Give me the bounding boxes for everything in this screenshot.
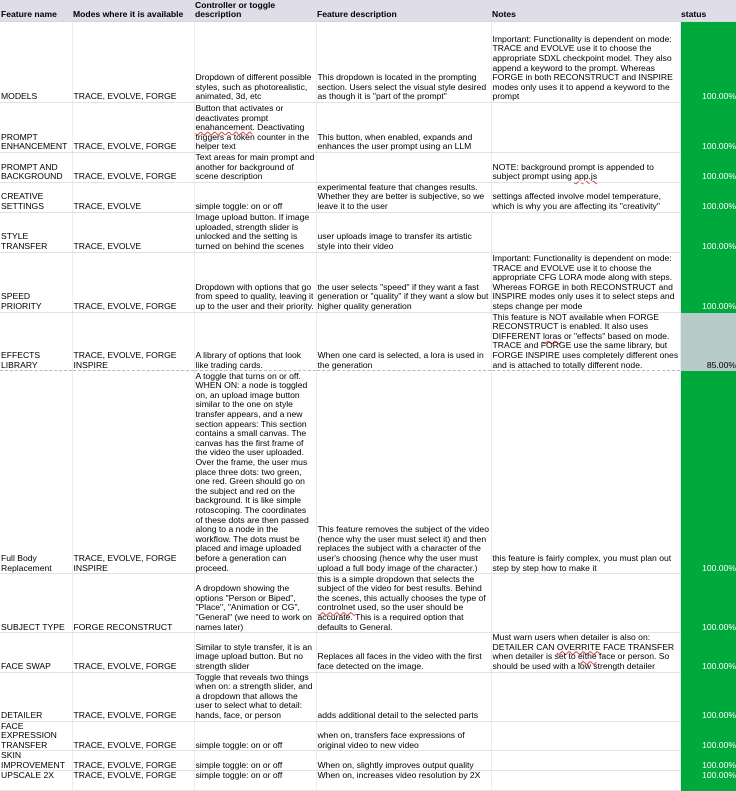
cell-feature[interactable]: FACE EXPRESSION TRANSFER bbox=[0, 721, 72, 751]
cell-modes[interactable]: TRACE, EVOLVE, FORGE INSPIRE bbox=[72, 312, 194, 371]
cell-controller[interactable]: simple toggle: on or off bbox=[194, 721, 316, 751]
cell-modes[interactable]: FORGE RECONSTRUCT bbox=[72, 574, 194, 633]
cell-controller[interactable]: Toggle that reveals two things when on: a strength slider, and a dropdown that allows the user to select what to detail: hands, face, or person bbox=[194, 672, 316, 721]
cell-description[interactable]: user uploads image to transfer its artistic style into their video bbox=[316, 212, 491, 252]
spellcheck-flag: loras bbox=[542, 330, 562, 341]
header-controller[interactable]: Controller or toggle description bbox=[194, 0, 316, 22]
spellcheck-flag: enahancement bbox=[195, 122, 253, 133]
status-cell[interactable]: 100.00% bbox=[680, 252, 736, 312]
cell-modes[interactable]: TRACE, EVOLVE bbox=[72, 212, 194, 252]
cell-notes[interactable]: This feature is NOT available when FORGE RECONSTRUCT is enabled. It also uses DIFFERENT loras or "effects" based on mode. TRACE and FORGE use the same library, but FORGE INSPIRE uses completely different ones and is attached to totally different node. bbox=[492, 311, 679, 370]
cell-notes[interactable] bbox=[491, 103, 680, 153]
cell-modes[interactable]: TRACE, EVOLVE, FORGE bbox=[72, 633, 194, 672]
cell-modes[interactable]: TRACE, EVOLVE, FORGE bbox=[72, 751, 194, 771]
spellcheck-flag: eithe bbox=[578, 651, 597, 662]
cell-controller[interactable]: Image upload button. If image uploaded, strength slider is unlocked and the setting is turned on behind the scenes bbox=[194, 212, 316, 252]
table-row-effects-library bbox=[0, 312, 736, 371]
cell-description[interactable]: This feature removes the subject of the video (hence why the user must select it) and then replaces the subject with a character of the user's choosing (hence why the user must upload a full body image of the character.) bbox=[316, 371, 491, 574]
status-cell[interactable]: 100.00% bbox=[680, 574, 736, 633]
cell-controller[interactable]: simple toggle: on or off bbox=[194, 751, 316, 771]
table-row-prompt-and-background bbox=[0, 153, 736, 183]
spellcheck-flag: app.js bbox=[574, 171, 598, 182]
cell-controller[interactable]: simple toggle: on or off bbox=[194, 182, 316, 212]
status-cell[interactable]: 100.00% bbox=[680, 672, 736, 721]
cell-feature[interactable]: UPSCALE 2X bbox=[0, 771, 72, 791]
spellcheck-flag: OVERRITE bbox=[556, 641, 601, 652]
cell-controller[interactable]: A dropdown showing the options "Person or Biped", "Place", "Animation or CG", "General" (we need to work on names later) bbox=[194, 574, 316, 633]
cell-controller[interactable]: A library of options that look like trading cards. bbox=[194, 312, 316, 371]
table-row-speed-priority bbox=[0, 252, 736, 312]
cell-feature[interactable]: EFFECTS LIBRARY bbox=[0, 312, 72, 371]
status-cell[interactable]: 100.00% bbox=[680, 633, 736, 672]
table-row-face-expression-transfer bbox=[0, 721, 736, 751]
cell-feature[interactable]: PROMPT ENHANCEMENT bbox=[0, 103, 72, 153]
status-cell[interactable]: 100.00% bbox=[680, 22, 736, 103]
cell-modes[interactable]: TRACE, EVOLVE bbox=[72, 182, 194, 212]
cell-feature[interactable]: Full Body Replacement bbox=[0, 371, 72, 574]
status-cell[interactable]: 100.00% bbox=[680, 153, 736, 183]
cell-description[interactable] bbox=[316, 153, 491, 183]
cell-description[interactable]: the user selects "speed" if they want a fast generation or "quality" if they want a slow but higher quality generation bbox=[316, 252, 491, 312]
cell-description[interactable]: when on, transfers face expressions of original video to new video bbox=[316, 721, 491, 751]
cell-description[interactable]: When on, slightly improves output quality bbox=[316, 751, 491, 771]
cell-feature[interactable]: STYLE TRANSFER bbox=[0, 212, 72, 252]
cell-description[interactable]: this is a simple dropdown that selects the subject of the video for best results. Behind the scenes, this actually chooses the type of controlnet used, so the user should be accurate. This is a required option that defaults to General. bbox=[316, 574, 491, 633]
status-cell[interactable]: 100.00% bbox=[680, 751, 736, 771]
cell-controller[interactable]: Dropdown with options that go from speed to quality, leaving it up to the user and their priority. bbox=[194, 252, 316, 312]
cell-controller[interactable]: simple toggle: on or off bbox=[194, 771, 316, 791]
cell-controller[interactable]: Similar to style transfer, it is an image upload button. But no strength slider bbox=[194, 633, 316, 672]
cell-modes[interactable]: TRACE, EVOLVE, FORGE INSPIRE bbox=[72, 371, 194, 574]
header-status[interactable]: status bbox=[680, 0, 736, 22]
cell-notes[interactable]: this feature is fairly complex, you must plan out step by step how to make it bbox=[491, 371, 680, 574]
cell-notes[interactable]: Important: Functionality is dependent on mode: TRACE and EVOLVE use it to choose the appropriate CFG LORA mode along with steps. Whereas FORGE in both RECONSTRUCT and INSPIRE modes only uses it to select steps and steps change per mode bbox=[491, 252, 680, 312]
table-row-creative-settings bbox=[0, 182, 736, 212]
cell-description[interactable]: experimental feature that changes results. Whether they are better is subjective, so we leave it to the user bbox=[316, 182, 491, 212]
status-cell[interactable]: 100.00% bbox=[680, 212, 736, 252]
cell-controller[interactable]: Dropdown of different possible styles, such as photorealistic, animated, 3d, etc bbox=[194, 22, 316, 103]
status-cell-partial[interactable]: 85.00% bbox=[680, 312, 736, 371]
table-row-style-transfer bbox=[0, 212, 736, 252]
table-row-upscale-2x bbox=[0, 771, 736, 791]
cell-notes[interactable]: Must warn users when detailer is also on: DETAILER CAN OVERRITE FACE TRANSFER when detailer is set to eithe face or person. So should be used with a low strength detailer bbox=[491, 633, 680, 672]
header-notes[interactable]: Notes bbox=[491, 0, 680, 22]
status-cell[interactable]: 100.00% bbox=[680, 771, 736, 791]
cell-description[interactable]: Replaces all faces in the video with the first face detected on the image. bbox=[316, 633, 491, 672]
cell-description[interactable]: This button, when enabled, expands and enhances the user prompt using an LLM bbox=[316, 103, 491, 153]
cell-notes[interactable] bbox=[491, 751, 680, 771]
table-row-detailer bbox=[0, 672, 736, 721]
cell-notes[interactable]: Important: Functionality is dependent on mode: TRACE and EVOLVE use it to choose the appropriate SDXL checkpoint model. They also append a keyword to the prompt. Whereas FORGE in both RECONSTRUCT and INSPIRE modes only uses it to append a keyword to the prompt bbox=[491, 22, 680, 103]
cell-modes[interactable]: TRACE, EVOLVE, FORGE bbox=[72, 153, 194, 183]
cell-modes[interactable]: TRACE, EVOLVE, FORGE bbox=[72, 721, 194, 751]
cell-modes[interactable]: TRACE, EVOLVE, FORGE bbox=[72, 252, 194, 312]
header-row bbox=[0, 0, 736, 22]
cell-feature[interactable]: CREATIVE SETTINGS bbox=[0, 182, 72, 212]
table-row-subject-type bbox=[0, 574, 736, 633]
table-row-models bbox=[0, 22, 736, 103]
cell-modes[interactable]: TRACE, EVOLVE, FORGE bbox=[72, 22, 194, 103]
cell-feature[interactable]: SKIN IMPROVEMENT bbox=[0, 751, 72, 771]
cell-notes[interactable]: settings affected involve model temperature, which is why you are affecting its "creativity" bbox=[491, 182, 680, 212]
cell-notes[interactable] bbox=[491, 212, 680, 252]
cell-notes[interactable]: NOTE: background prompt is appended to subject prompt using app.js bbox=[491, 153, 680, 183]
cell-notes[interactable] bbox=[491, 574, 680, 633]
cell-description[interactable]: When one card is selected, a lora is used in the generation bbox=[316, 312, 491, 371]
cell-notes[interactable] bbox=[491, 721, 680, 751]
cell-feature[interactable]: MODELS bbox=[0, 22, 72, 103]
cell-controller[interactable]: Text areas for main prompt and another for background of scene description bbox=[195, 152, 315, 182]
status-cell[interactable]: 100.00% bbox=[680, 182, 736, 212]
status-cell[interactable]: 100.00% bbox=[680, 721, 736, 751]
cell-controller[interactable]: Button that activates or deactivates prompt enahancement. Deactivating triggers a token counter in the helper text bbox=[194, 103, 316, 153]
cell-modes[interactable]: TRACE, EVOLVE, FORGE bbox=[72, 103, 194, 153]
cell-feature[interactable]: SUBJECT TYPE bbox=[0, 574, 72, 633]
header-modes[interactable]: Modes where it is available bbox=[72, 0, 194, 22]
cell-controller[interactable]: A toggle that turns on or off. WHEN ON: a node is toggled on, an upload image button similar to the one on style transfer appears, and a new section appears: This section contains a small canvas. The canvas has the first frame of the video the user uploaded. Over the frame, the user mus place three dots: two green, one red. Green should go on the subject and red on the background. It is like simple rotoscoping. The coordinates of these dots are then passed along to a node in the workflow. The dots must be placed and image uploaded before a generation can proceed. bbox=[194, 371, 316, 574]
header-feature-name[interactable]: Feature name bbox=[0, 0, 72, 22]
table-row-skin-improvement bbox=[0, 751, 736, 771]
cell-notes[interactable] bbox=[491, 771, 680, 791]
cell-feature[interactable]: PROMPT AND BACKGROUND bbox=[0, 153, 72, 183]
cell-feature[interactable]: DETAILER bbox=[0, 672, 72, 721]
cell-description[interactable]: adds additional detail to the selected parts bbox=[316, 672, 491, 721]
cell-description[interactable]: When on, increases video resolution by 2X bbox=[316, 771, 491, 791]
table-row-face-swap bbox=[0, 633, 736, 672]
table-row-full-body-replacement bbox=[0, 371, 736, 574]
cell-feature[interactable]: FACE SWAP bbox=[0, 633, 72, 672]
cell-description[interactable]: This dropdown is located in the prompting section. Users select the visual style desired as though it is "part of the prompt" bbox=[316, 22, 491, 103]
cell-notes[interactable] bbox=[491, 672, 680, 721]
status-cell[interactable]: 100.00% bbox=[680, 371, 736, 574]
spellcheck-flag: controlnet bbox=[317, 602, 356, 613]
cell-feature[interactable]: SPEED PRIORITY bbox=[0, 252, 72, 312]
cell-modes[interactable]: TRACE, EVOLVE, FORGE bbox=[72, 771, 194, 791]
cell-modes[interactable]: TRACE, EVOLVE, FORGE bbox=[72, 672, 194, 721]
status-cell[interactable]: 100.00% bbox=[680, 103, 736, 153]
header-feature-description[interactable]: Feature description bbox=[316, 0, 491, 22]
table-row-prompt-enhancement bbox=[0, 103, 736, 153]
